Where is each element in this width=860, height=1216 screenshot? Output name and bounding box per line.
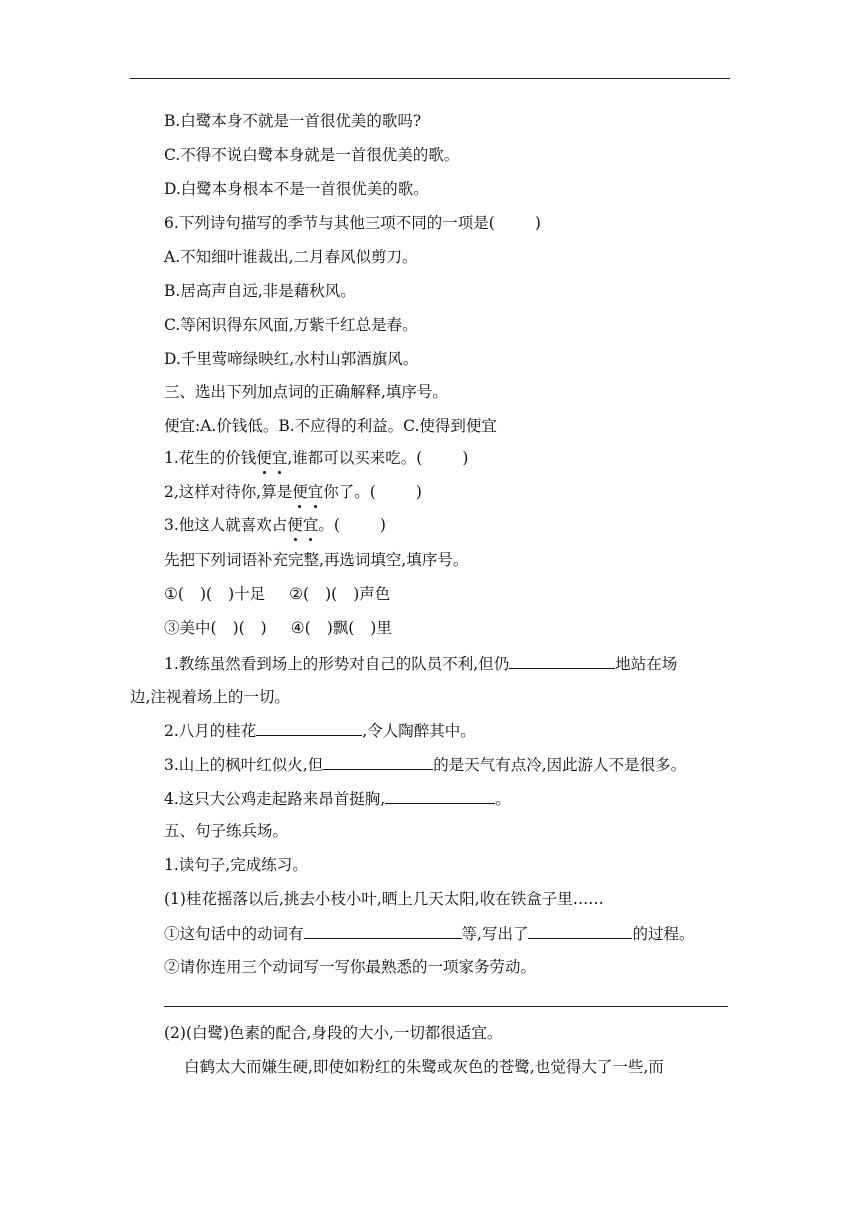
q6-stem-text: 6.下列诗句描写的季节与其他三项不同的一项是(	[164, 214, 495, 232]
s4-before: 4.这只大公鸡走起路来昂首挺胸,	[164, 790, 386, 808]
passage-2: (2)(白鹭)色素的配合,身段的大小,一切都很适宜。	[164, 1024, 503, 1042]
p1-q1-after: 的过程。	[632, 925, 695, 943]
q1-close: )	[462, 449, 469, 467]
section5-sub1: 1.读句子,完成练习。	[164, 856, 308, 874]
fill-sentence-1	[164, 652, 677, 675]
s4-after: 。	[495, 790, 511, 808]
dotted-char: 便	[292, 483, 308, 501]
idiom-row-1	[164, 583, 390, 605]
q2-after: 你了。(	[323, 483, 376, 501]
idiom-4	[291, 619, 392, 637]
q2-before: 2,这样对待你,算是	[164, 483, 293, 501]
q6-stem	[164, 212, 541, 234]
idiom-part: )里	[370, 619, 392, 637]
idiom-part: )十足	[228, 585, 266, 603]
q6-option-d: D.千里莺啼绿映红,水村山郭酒旗风。	[164, 350, 419, 368]
q1-after: ,谁都可以买来吃。(	[287, 449, 423, 467]
p1-q1-mid: 等,写出了	[461, 925, 529, 943]
idiom-1	[164, 585, 265, 603]
answer-blank[interactable]	[304, 922, 462, 939]
q6-option-c: C.等闲识得东风面,万紫千红总是春。	[164, 316, 418, 334]
passage-1: (1)桂花摇落以后,挑去小枝小叶,晒上几天太阳,收在铁盒子里……	[164, 890, 604, 908]
q6-option-a: A.不知细叶谁裁出,二月春风似剪刀。	[164, 248, 418, 266]
s3-before: 3.山上的枫叶红似火,但	[164, 756, 324, 774]
s1-before: 1.教练虽然看到场上的形势对自己的队员不利,但仍	[164, 655, 510, 673]
q6-option-b: B.居高声自远,非是藉秋风。	[164, 282, 356, 300]
idiom-part: ④(	[290, 619, 311, 637]
dotted-char: 便	[287, 516, 303, 534]
passage-2-text: 白鹤太大而嫌生硬,即使如粉红的朱鹭或灰色的苍鹭,也觉得大了一些,而	[184, 1058, 664, 1076]
idiom-part: ③美中(	[164, 619, 217, 637]
q3-before: 3.他这人就喜欢占	[164, 516, 288, 534]
section4-heading: 先把下列词语补充完整,再选词填空,填序号。	[164, 551, 469, 569]
dotted-char: 宜	[302, 516, 319, 534]
answer-blank[interactable]	[256, 719, 362, 736]
s2-before: 2.八月的桂花	[164, 722, 257, 740]
idiom-part: ①(	[164, 585, 184, 603]
q3-after: 。(	[318, 516, 340, 534]
idiom-part: )飘(	[326, 619, 355, 637]
answer-blank[interactable]	[323, 753, 433, 770]
passage-1-q1	[164, 922, 694, 945]
section3-q1	[164, 447, 468, 469]
idiom-part: )(	[325, 585, 338, 603]
idiom-row-2	[164, 617, 392, 639]
section3-q3	[164, 514, 386, 536]
idiom-part: )声色	[353, 585, 391, 603]
answer-blank[interactable]	[528, 922, 632, 939]
passage-1-q2: ②请你连用三个动词写一写你最熟悉的一项家务劳动。	[164, 958, 537, 976]
fill-sentence-4	[164, 787, 511, 810]
dotted-char: 宜	[271, 449, 288, 467]
section3-definition: 便宜:A.价钱低。B.不应得的利益。C.使得到便宜	[164, 417, 497, 435]
q6-close: )	[534, 214, 541, 232]
q1-before: 1.花生的价钱	[164, 449, 257, 467]
section3-q2	[164, 481, 422, 503]
section3-heading: 三、选出下列加点词的正确解释,填序号。	[164, 383, 448, 401]
s2-after: ,令人陶醉其中。	[362, 722, 476, 740]
s1-after: 地站在场	[615, 655, 678, 673]
fill-sentence-3	[164, 753, 686, 776]
idiom-2	[289, 585, 390, 603]
idiom-part: ②(	[289, 585, 310, 603]
answer-blank[interactable]	[385, 787, 495, 804]
p1-q1-before: ①这句话中的动词有	[164, 925, 304, 943]
q5-option-c: C.不得不说白鹭本身就是一首很优美的歌。	[164, 146, 460, 164]
idiom-part: )(	[232, 619, 245, 637]
idiom-part: )	[260, 619, 267, 637]
idiom-part: )(	[199, 585, 213, 603]
q5-option-d: D.白鹭本身根本不是一首很优美的歌。	[164, 180, 429, 198]
idiom-3	[164, 619, 267, 637]
s3-after: 的是天气有点冷,因此游人不是很多。	[433, 756, 687, 774]
answer-line[interactable]	[164, 1006, 728, 1007]
q3-close: )	[379, 516, 386, 534]
fill-sentence-2	[164, 719, 476, 742]
fill-sentence-1-cont: 边,注视着场上的一切。	[130, 688, 290, 706]
dotted-char: 便	[256, 449, 272, 467]
q5-option-b: B.白鹭本身不就是一首很优美的歌吗?	[164, 112, 422, 130]
answer-blank[interactable]	[509, 652, 615, 669]
header-rule	[130, 78, 730, 79]
dotted-char: 宜	[307, 483, 324, 501]
section5-heading: 五、句子练兵场。	[164, 822, 289, 840]
q2-close: )	[415, 483, 422, 501]
